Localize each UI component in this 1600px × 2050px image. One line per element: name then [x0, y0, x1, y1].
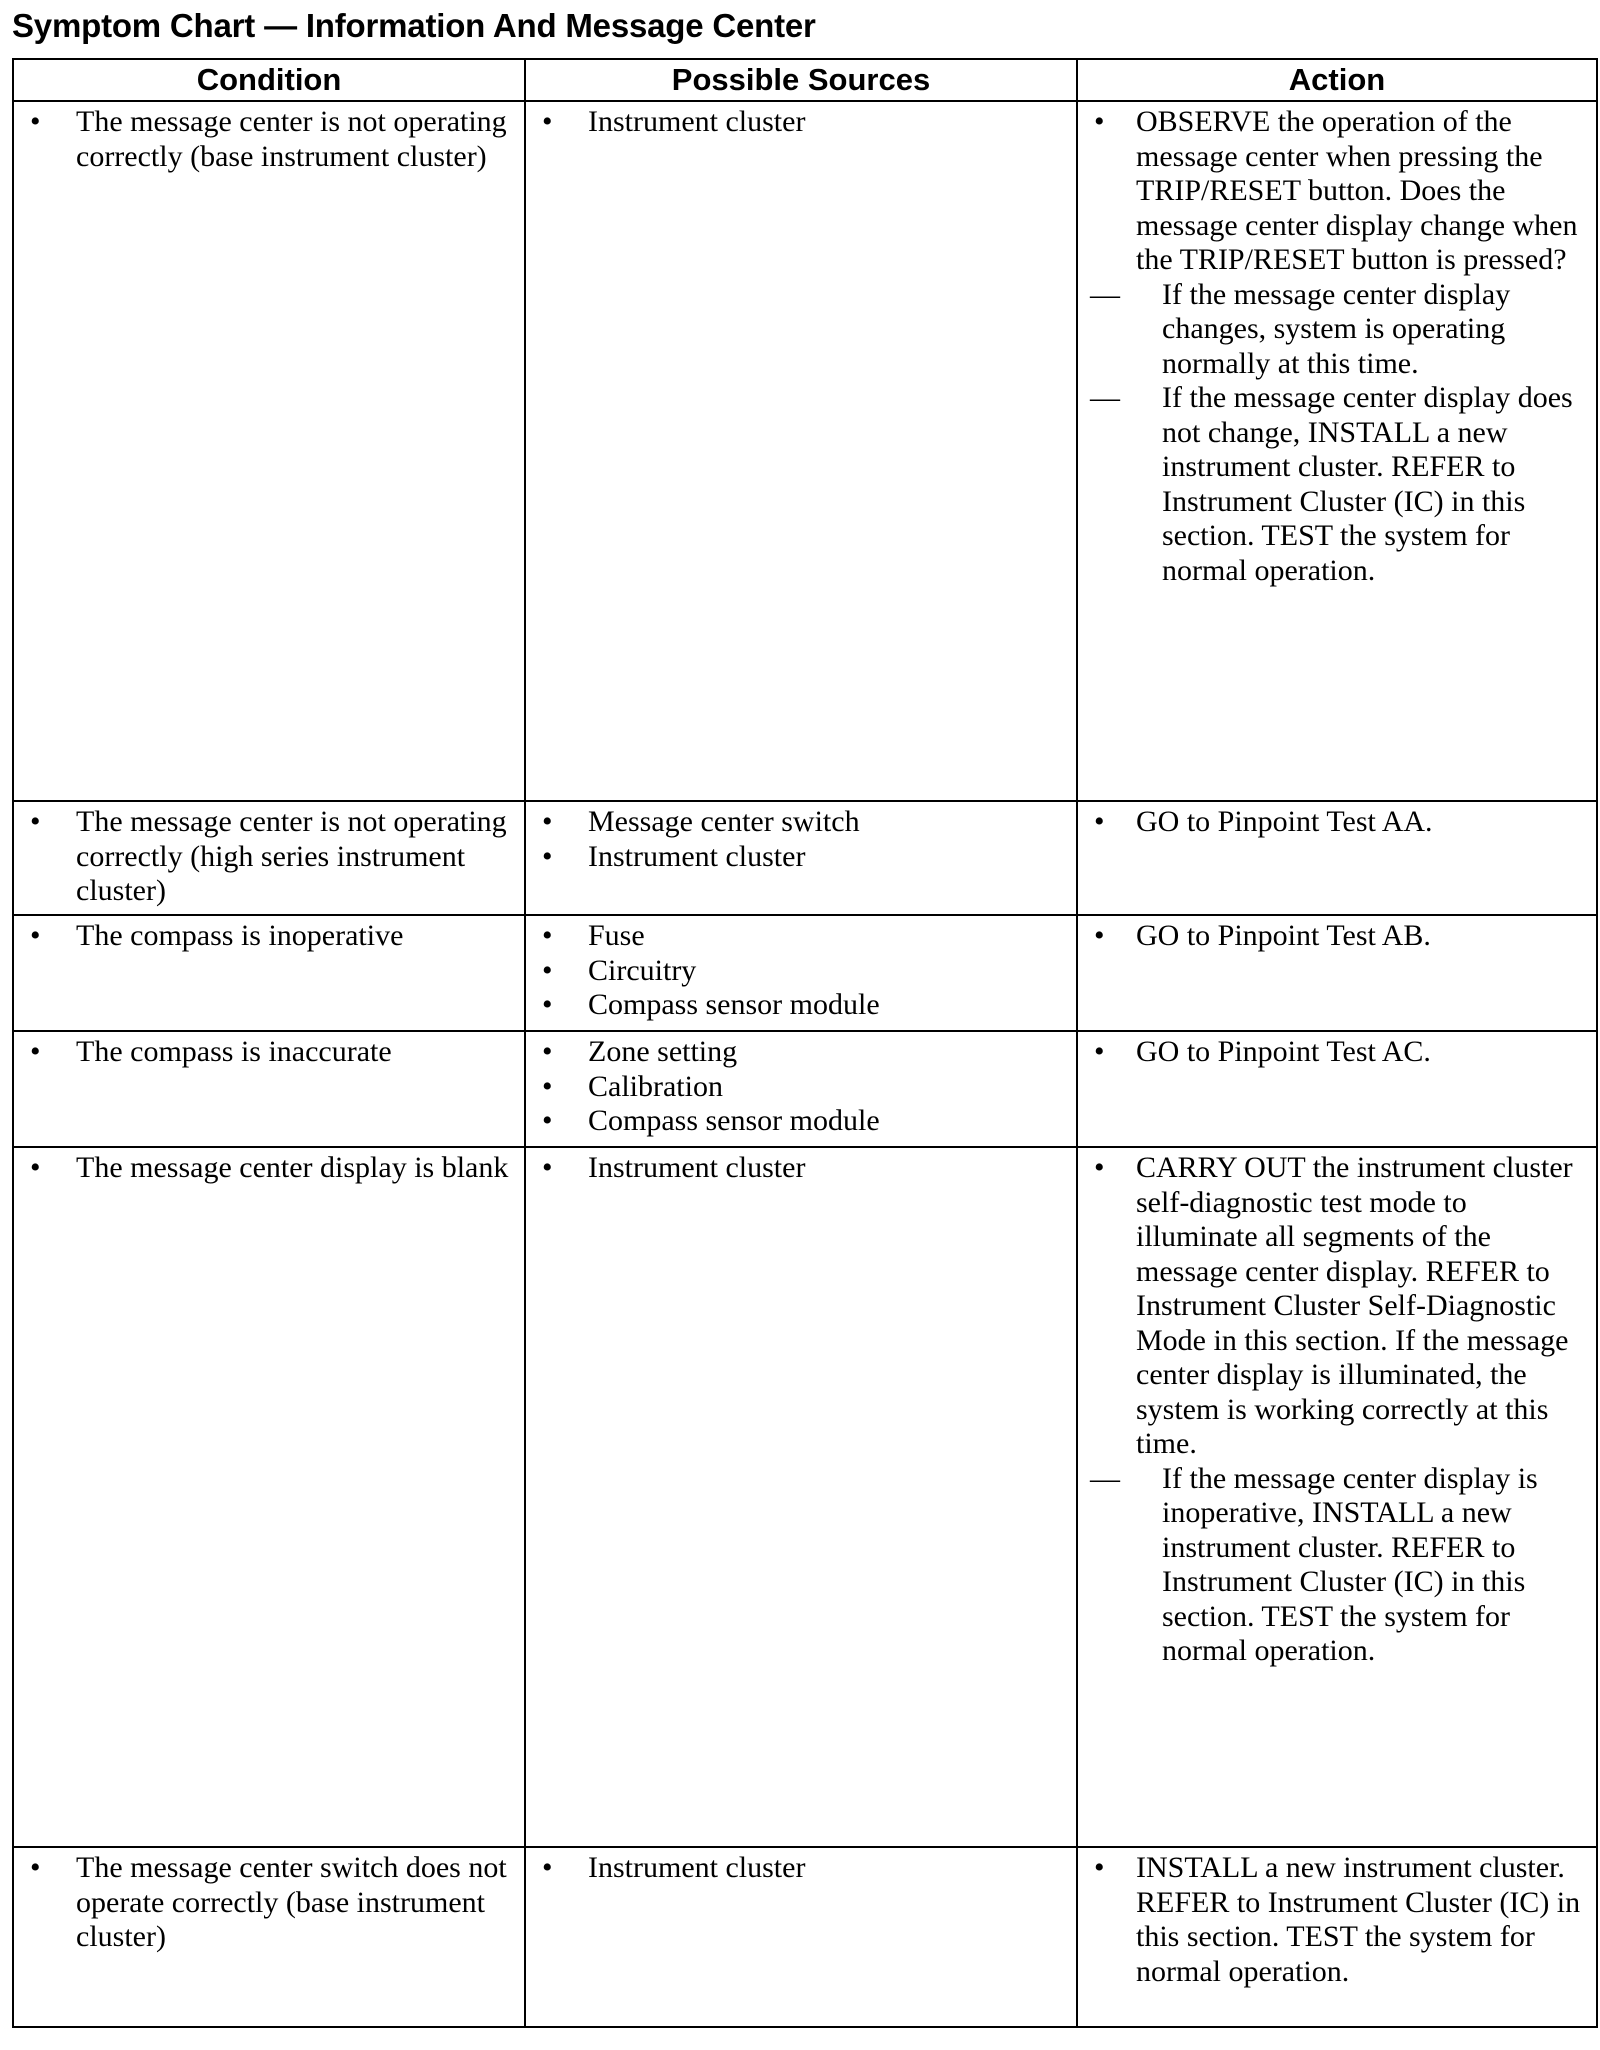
condition-cell [13, 1031, 525, 1147]
action-cell [1077, 1847, 1597, 2027]
column-header-possible-sources: Possible Sources [525, 59, 1077, 101]
possible-sources-cell [525, 801, 1077, 915]
page-title: Symptom Chart — Information And Message Center [12, 7, 816, 44]
action-item [1088, 805, 1586, 840]
action-item [1088, 919, 1586, 954]
possible-sources-cell [525, 915, 1077, 1031]
condition-text: • The message center is not operating correctly (high series instrument cluster) [24, 805, 514, 909]
action-cell [1077, 101, 1597, 801]
action-text: GO to Pinpoint Test AA. [1136, 805, 1433, 838]
action-sub-item: — If the message center display is inoperative, INSTALL a new instrument cluster. REFER to Instrument Cluster (IC) in this section. TEST the system for normal operation. [1088, 1462, 1586, 1669]
source-item: • Compass sensor module [536, 988, 1066, 1023]
source-item: • Calibration [536, 1070, 1066, 1105]
table-row [13, 1847, 1597, 2027]
action-item [1088, 1851, 1586, 1989]
source-item: • Instrument cluster [536, 1151, 1066, 1186]
action-text: INSTALL a new instrument cluster. REFER to Instrument Cluster (IC) in this section. TEST the system for normal operation. [1136, 1851, 1581, 1988]
action-text: GO to Pinpoint Test AC. [1136, 1035, 1431, 1068]
condition-cell [13, 915, 525, 1031]
table-row [13, 101, 1597, 801]
condition-cell [13, 801, 525, 915]
table-row [13, 1147, 1597, 1847]
column-header-action: Action [1077, 59, 1597, 101]
condition-text: • The message center is not operating correctly (base instrument cluster) [24, 105, 514, 174]
column-header-condition: Condition [13, 59, 525, 101]
action-text: GO to Pinpoint Test AB. [1136, 919, 1431, 952]
table-body [13, 101, 1597, 2027]
source-item: • Circuitry [536, 954, 1066, 989]
source-item: • Fuse [536, 919, 1066, 954]
action-cell [1077, 1147, 1597, 1847]
action-text: CARRY OUT the instrument cluster self-diagnostic test mode to illuminate all segments of the message center display. REFER to Instrument Cluster Self-Diagnostic Mode in this section. If the message center display is illuminated, the system is working correctly at this time. [1136, 1151, 1573, 1460]
action-cell [1077, 801, 1597, 915]
source-item: • Instrument cluster [536, 840, 1066, 875]
condition-cell [13, 101, 525, 801]
action-sub-item: — If the message center display changes, system is operating normally at this time. [1088, 278, 1586, 382]
source-item: • Message center switch [536, 805, 1066, 840]
table-row [13, 1031, 1597, 1147]
action-text: OBSERVE the operation of the message center when pressing the TRIP/RESET button. Does the message center display change when the TRIP/RESET button is pressed? [1136, 105, 1578, 276]
possible-sources-cell [525, 1031, 1077, 1147]
condition-text: • The compass is inaccurate [24, 1035, 514, 1070]
table-row [13, 801, 1597, 915]
possible-sources-cell [525, 101, 1077, 801]
header-row [13, 59, 1597, 101]
symptom-table [12, 58, 1598, 2028]
possible-sources-cell [525, 1147, 1077, 1847]
source-item: • Instrument cluster [536, 105, 1066, 140]
condition-text: • The message center display is blank [24, 1151, 514, 1186]
condition-cell [13, 1847, 525, 2027]
condition-text: • The message center switch does not operate correctly (base instrument cluster) [24, 1851, 514, 1955]
action-item [1088, 1035, 1586, 1070]
source-item: • Zone setting [536, 1035, 1066, 1070]
table-row [13, 915, 1597, 1031]
source-item: • Instrument cluster [536, 1851, 1066, 1886]
action-item [1088, 105, 1586, 588]
action-item [1088, 1151, 1586, 1669]
action-cell [1077, 915, 1597, 1031]
possible-sources-cell [525, 1847, 1077, 2027]
source-item: • Compass sensor module [536, 1104, 1066, 1139]
condition-cell [13, 1147, 525, 1847]
action-sub-item: — If the message center display does not change, INSTALL a new instrument cluster. REFER to Instrument Cluster (IC) in this section. TEST the system for normal operation. [1088, 381, 1586, 588]
action-cell [1077, 1031, 1597, 1147]
condition-text: • The compass is inoperative [24, 919, 514, 954]
